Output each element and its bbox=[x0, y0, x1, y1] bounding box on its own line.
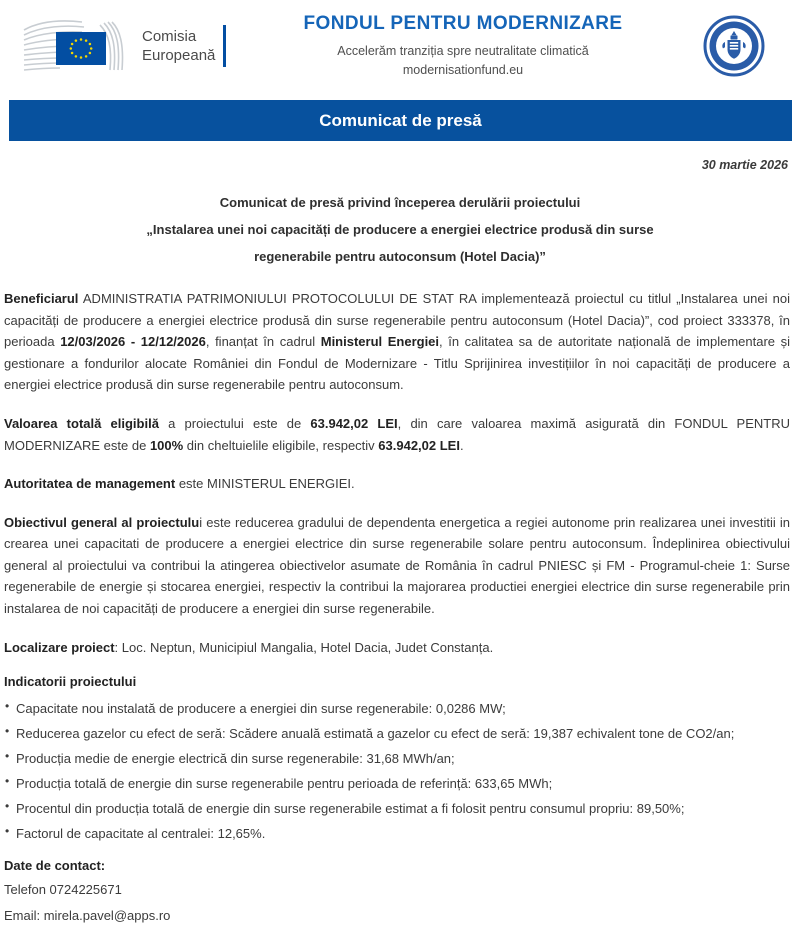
list-item: • Capacitate nou instalată de producere a energiei din surse regenerabile: 0,0286 MW; bbox=[4, 698, 790, 719]
beneficiary-text-2: , finanțat în cadrul bbox=[205, 334, 321, 350]
guvernul-romaniei-seal bbox=[703, 15, 765, 77]
list-item: • Factorul de capacitate al centralei: 12,65%. bbox=[4, 823, 790, 844]
fund-url: modernisationfund.eu bbox=[402, 62, 524, 77]
total-amount: 63.942,02 LEI bbox=[310, 415, 398, 431]
objective-label: Obiectivul general al proiectulu bbox=[4, 514, 200, 530]
beneficiary-label: Beneficiarul bbox=[4, 291, 79, 307]
objective-text: i este reducerea gradului de dependenta energetica a regiei autonome prin realizarea unei investitii in crearea unei capacitati de producere a energiei electrice din surse regenerabile solare pentru autoconsum. Îndeplinirea obiectivului general al proiectului va contribui la atingerea obiectivelor asumate de România în cadrul PNIESC și FM - Programul-cheie 1: Surse regenerabile de energie și stocarea energiei, respectiv la contribui la majorarea productiei energiei electrice din surse regenerabile prin instalarea de noi capacități de producere a energiei din surse regenerabile. bbox=[4, 514, 790, 617]
authority-label: Autoritatea de management bbox=[4, 476, 176, 492]
value-text-3: din cheltuielile eligibile, respectiv bbox=[183, 437, 379, 453]
header-divider bbox=[223, 25, 226, 67]
fund-branding bbox=[250, 13, 686, 78]
contact-phone: Telefon 0724225671 bbox=[4, 882, 122, 898]
contact-email: Email: mirela.pavel@apps.ro bbox=[4, 907, 171, 923]
ec-label-line2: Europeană bbox=[142, 47, 216, 64]
list-item: • Reducerea gazelor cu efect de seră: Scădere anuală estimată a gazelor cu efect de seră: 19,387 echivalent tone de CO2/an; bbox=[4, 723, 790, 744]
paragraph-beneficiary bbox=[4, 288, 790, 396]
paragraph-authority bbox=[4, 473, 790, 495]
project-period: 12/03/2026 - 12/12/2026 bbox=[60, 334, 206, 350]
authority-text: este MINISTERUL ENERGIEI. bbox=[175, 476, 355, 492]
indicators-list bbox=[4, 698, 790, 844]
eligible-amount: 63.942,02 LEI bbox=[378, 437, 460, 453]
list-item: • Procentul din producția totală de energie din surse regenerabile estimat a fi folosit pentru consumul propriu: 89,50%; bbox=[4, 798, 790, 819]
press-release-banner bbox=[9, 100, 792, 141]
page-title bbox=[0, 189, 800, 270]
list-item: • Producția totală de energie din surse regenerabile pentru perioada de referință: 633,65 MWh; bbox=[4, 773, 790, 794]
european-commission-logo bbox=[20, 18, 138, 74]
european-commission-logo-block bbox=[20, 18, 250, 74]
ministry-name: Ministerul Energiei bbox=[320, 334, 440, 350]
fund-subtitle: Accelerăm tranziția spre neutralitate climatică bbox=[337, 44, 589, 59]
value-text-2: , din care valoarea maximă asigurată din FONDUL PENTRU MODERNIZARE este de bbox=[4, 415, 790, 453]
government-seal-block bbox=[686, 15, 782, 77]
document-body bbox=[0, 288, 800, 925]
contact-heading: Date de contact: bbox=[4, 858, 106, 874]
ec-label-line1: Comisia bbox=[142, 27, 197, 45]
eu-stars-icon bbox=[56, 32, 106, 65]
paragraph-value bbox=[4, 413, 790, 456]
list-item: • Producția medie de energie electrică din surse regenerabile: 31,68 MWh/an; bbox=[4, 748, 790, 769]
page-title-line1: Comunicat de presă privind începerea derulării proiectului bbox=[219, 195, 581, 210]
paragraph-location bbox=[4, 637, 790, 659]
funding-percent: 100% bbox=[149, 437, 184, 453]
banner-label: Comunicat de presă bbox=[319, 110, 482, 130]
publication-date: 30 martie 2026 bbox=[701, 158, 788, 172]
indicators-heading: Indicatorii proiectului bbox=[4, 674, 137, 690]
fund-title: FONDUL PENTRU MODERNIZARE bbox=[303, 13, 623, 35]
value-text-1: a proiectului este de bbox=[158, 415, 311, 431]
page-title-line3: regenerabile pentru autoconsum (Hotel Dacia)” bbox=[254, 249, 546, 265]
beneficiary-text-1: ADMINISTRATIA PATRIMONIULUI PROTOCOLULUI DE STAT RA implementează proiectul cu titlul „Instalarea unei noi capacități de producere a energiei electrice produsă din surse regenerabile pentru autoconsum (Hotel Dacia)”, cod proiect 333378, în perioada bbox=[4, 291, 790, 350]
location-text: : Loc. Neptun, Municipiul Mangalia, Hotel Dacia, Judet Constanța. bbox=[114, 639, 494, 655]
value-text-4: . bbox=[459, 437, 464, 453]
european-commission-label bbox=[142, 27, 215, 65]
page-title-line2: „Instalarea unei noi capacități de producere a energiei electrice produsă din surse bbox=[146, 222, 654, 238]
value-label: Valoarea totală eligibilă bbox=[4, 415, 159, 431]
document-header bbox=[0, 0, 800, 92]
beneficiary-text-3: , în calitatea sa de autoritate națională de implementare și gestionare a fondurilor alocate României din Fondul de Modernizare - Titlu Sprijinirea investițiilor în noi capacități de producere a energiei electrice produsă din surse regenerabile pentru autoconsum. bbox=[4, 334, 791, 393]
paragraph-objective bbox=[4, 512, 790, 620]
location-label: Localizare proiect bbox=[4, 639, 115, 655]
